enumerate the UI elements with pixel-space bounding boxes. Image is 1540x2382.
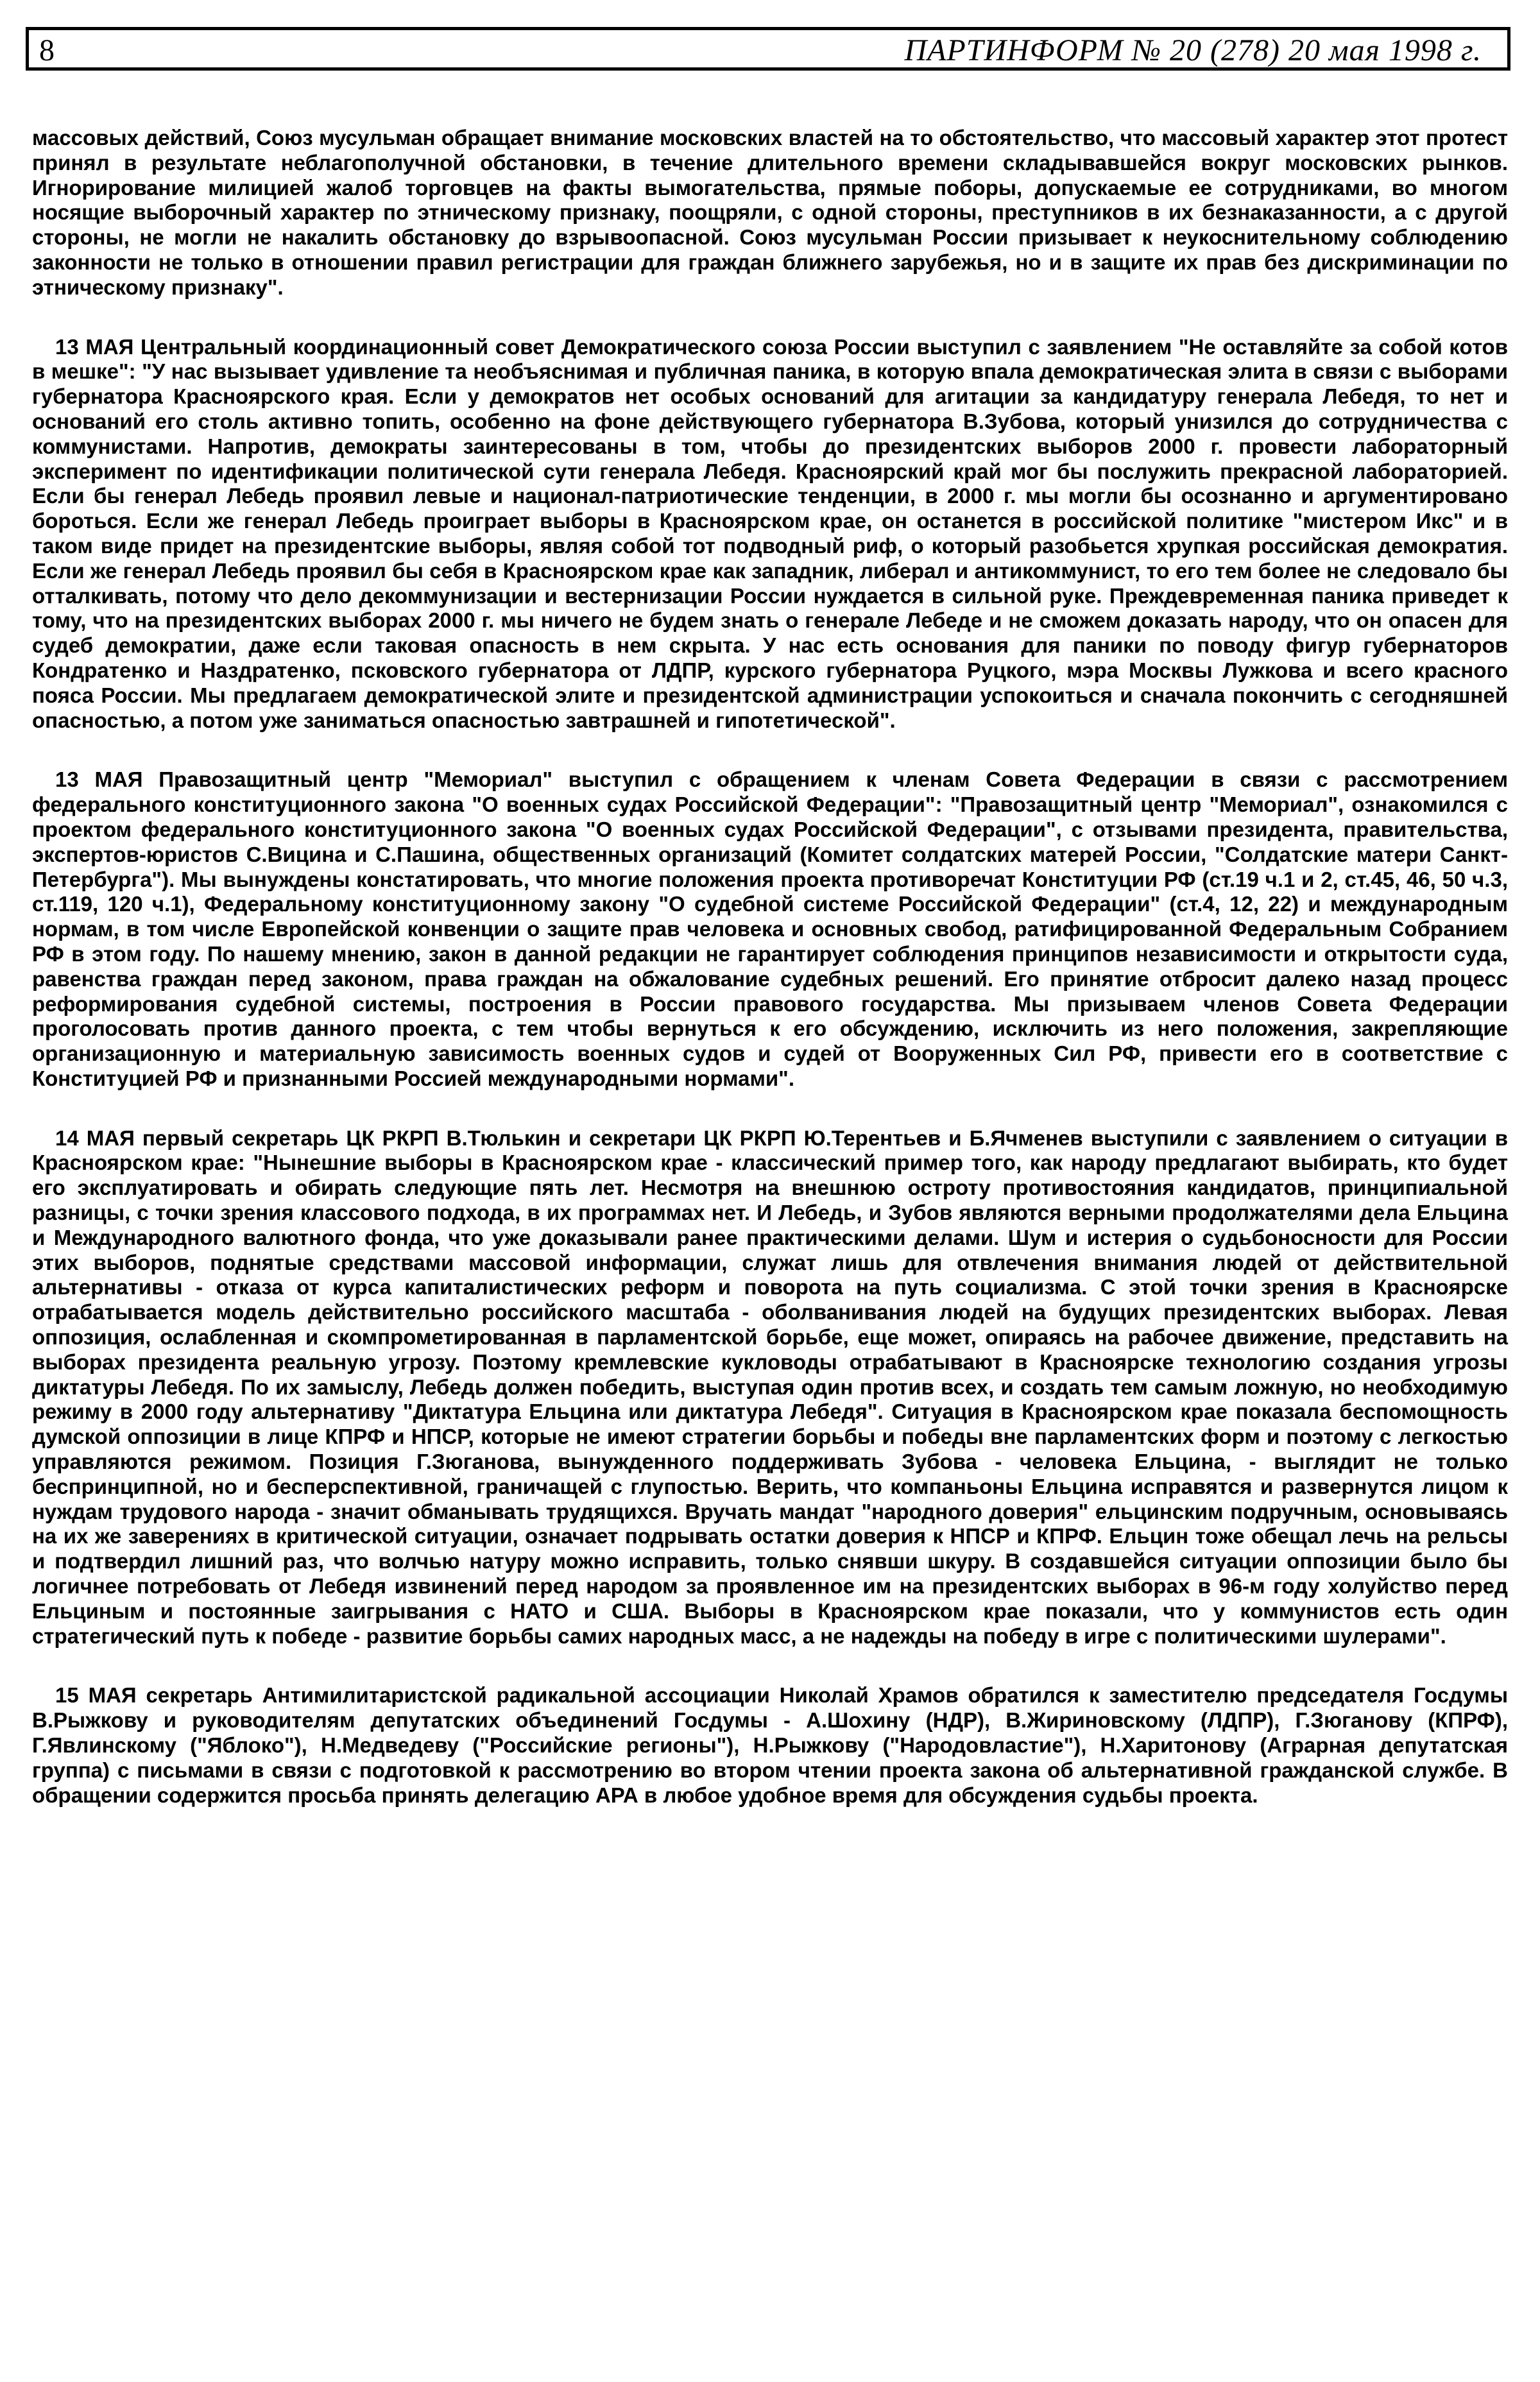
paragraph-democratic-union: 13 МАЯ Центральный координационный совет Демократического союза России выступил с заявлением "Не оставляйте за собой котов в мешке": "У нас вызывает удивление та необъяснимая и публичная паника, в которую впала демократическая элита в связи с выборами губернатора Красноярского края. Если у демократов нет особых оснований для агитации за кандидатуру генерала Лебедя, то нет и оснований его столь активно топить, особенно на фоне действующего губернатора В.Зубова, который унизился до сотрудничества с коммунистами. Напротив, демократы заинтересованы в том, чтобы до президентских выборов 2000 г. провести лабораторный эксперимент по идентификации политической сути генерала Лебедя. Красноярский край мог бы послужить прекрасной лабораторией. Если бы генерал Лебедь проявил левые и национал-патриотические тенденции, в 2000 г. мы могли бы осознанно и аргументировано бороться. Если же генерал Лебедь проиграет выборы в Красноярском крае, он останется в российской политике "мистером Икс" и в таком виде придет на президентские выборы, являя собой тот подводный риф, о который разобьется хрупкая российская демократия. Если же генерал Лебедь проявил бы себя в Красноярском крае как западник, либерал и антикоммунист, то его тем более не следовало бы отталкивать, потому что дело декоммунизации и вестернизации России нуждается в сильной руке. Преждевременная паника приведет к тому, что на президентских выборах 2000 г. мы ничего не будем знать о генерале Лебеде и не сможем доказать народу, что он опасен для судеб демократии, даже если таковая опасность в нем скрыта. У нас есть основания для паники по поводу фигур губернаторов Кондратенко и Наздратенко, псковского губернатора от ЛДПР, курского губернатора Руцкого, мэра Москвы Лужкова и всего красного пояса России. Мы предлагаем демократической элите и президентской администрации успокоиться и сначала покончить с сегодняшней опасностью, а потом уже заниматься опасностью завтрашней и гипотетической". [32, 334, 1508, 732]
paragraph-rkrp: 14 МАЯ первый секретарь ЦК РКРП В.Тюлькин и секретари ЦК РКРП Ю.Терентьев и Б.Ячменев выступили с заявлением о ситуации в Красноярском крае: "Нынешние выборы в Красноярском крае - классический пример того, как народу предлагают выбирать, кто будет его эксплуатировать и обирать следующие пять лет. Несмотря на внешнюю остроту противостояния кандидатов, принципиальной разницы, с точки зрения классового подхода, в их программах нет. И Лебедь, и Зубов являются верными продолжателями дела Ельцина и Международного валютного фонда, что уже доказывали ранее практическими делами. Шум и истерия о судьбоносности для России этих выборов, поднятые средствами массовой информации, служат лишь для отвлечения внимания людей от действительной альтернативы - отказа от курса капиталистических реформ и поворота на путь социализма. С этой точки зрения в Красноярске отрабатывается модель действительно российского масштаба - оболванивания людей на будущих президентских выборах. Левая оппозиция, ослабленная и скомпрометированная в парламентской борьбе, еще может, опираясь на рабочее движение, представить на выборах президента реальную угрозу. Поэтому кремлевские кукловоды отрабатывают в Красноярске технологию создания угрозы диктатуры Лебедя. По их замыслу, Лебедь должен победить, выступая один против всех, и создать тем самым ложную, но необходимую режиму в 2000 году альтернативу "Диктатура Ельцина или диктатура Лебедя". Ситуация в Красноярском крае показала беспомощность думской оппозиции в лице КПРФ и НПСР, которые не имеют стратегии борьбы и победы вне парламентских форм и поэтому с легкостью управляются режимом. Позиция Г.Зюганова, вынужденного поддерживать Зубова - человека Ельцина, - выглядит не только беспринципной, но и бесперспективной, граничащей с глупостью. Верить, что компаньоны Ельцина исправятся и развернутся лицом к нуждам трудового народа - значит обманывать трудящихся. Вручать мандат "народного доверия" ельцинским подручным, основываясь на их же заверениях в критической ситуации, означает подрывать остатки доверия к НПСР и КПРФ. Ельцин тоже обещал лечь на рельсы и подтвердил лишний раз, что волчью натуру можно исправить, только снявши шкуру. В создавшейся ситуации оппозиции было бы логичнее потребовать от Лебедя извинений перед народом за проявленное им на президентских выборах в 96-м году холуйство перед Ельциным и постоянные заигрывания с НАТО и США. Выборы в Красноярском крае показали, что у коммунистов есть один стратегический путь к победе - развитие борьбы самих народных масс, а не надежды на победу в игре с политическими шулерами". [32, 1126, 1508, 1648]
paragraph-memorial: 13 МАЯ Правозащитный центр "Мемориал" выступил с обращением к членам Совета Федерации в связи с рассмотрением федерального конституционного закона "О военных судах Российской Федерации": "Правозащитный центр "Мемориал", ознакомился с проектом федерального конституционного закона "О военных судах Российской Федерации", с отзывами президента, правительства, экспертов-юристов С.Вицина и С.Пашина, общественных организаций (Комитет солдатских матерей России, "Солдатские матери Санкт-Петербурга"). Мы вынуждены констатировать, что многие положения проекта противоречат Конституции РФ (ст.19 ч.1 и 2, ст.45, 46, 50 ч.3, ст.119, 120 ч.1), Федеральному конституционному закону "О судебной системе Российской Федерации" (ст.4, 12, 22) и международным нормам, в том числе Европейской конвенции о защите прав человека и основных свобод, ратифицированной Федеральным Собранием РФ в этом году. По нашему мнению, закон в данной редакции не гарантирует соблюдения принципов независимости и открытости суда, равенства граждан перед законом, права граждан на обжалование судебных решений. Его принятие отбросит далеко назад процесс реформирования судебной системы, построения в России правового государства. Мы призываем членов Совета Федерации проголосовать против данного проекта, с тем чтобы вернуться к его обсуждению, исключить из него положения, закрепляющие организационную и материальную зависимость военных судов и судей от Вооруженных Сил РФ, привести его в соответствие с Конституцией РФ и признанными Россией международными нормами". [32, 767, 1508, 1090]
paragraph-continuation: массовых действий, Союз мусульман обращает внимание московских властей на то обстоятельство, что массовый характер этот протест принял в результате неблагополучной обстановки, в течение длительного времени складывавшейся вокруг московских рынков. Игнорирование милицией жалоб торговцев на факты вымогательства, прямые поборы, допускаемые ее сотрудниками, во многом носящие выборочный характер по этническому признаку, поощряли, с одной стороны, преступников в их безнаказанности, а с другой стороны, не могли не накалить обстановку до взрывоопасной. Союз мусульман России призывает к неукоснительному соблюдению законности не только в отношении правил регистрации для граждан ближнего зарубежья, но и в защите их прав без дискриминации по этническому признаку". [32, 126, 1508, 299]
article-body [32, 126, 1508, 1842]
publication-masthead: ПАРТИНФОРМ № 20 (278) 20 мая 1998 г. [904, 33, 1482, 67]
paragraph-ara: 15 МАЯ секретарь Антимилитаристской радикальной ассоциации Николай Храмов обратился к заместителю председателя Госдумы В.Рыжкову и руководителям депутатских объединений Госдумы - А.Шохину (НДР), В.Жириновскому (ЛДПР), Г.Зюганову (КПРФ), Г.Явлинскому ("Яблоко"), Н.Медведеву ("Российские регионы"), Н.Рыжкову ("Народовластие"), Н.Харитонову (Аграрная депутатская группа) с письмами в связи с подготовкой к рассмотрению во втором чтении проекта закона об альтернативной гражданской службе. В обращении содержится просьба принять делегацию АРА в любое удобное время для обсуждения судьбы проекта. [32, 1683, 1508, 1807]
page-header [26, 27, 1510, 71]
page-number: 8 [39, 33, 55, 67]
